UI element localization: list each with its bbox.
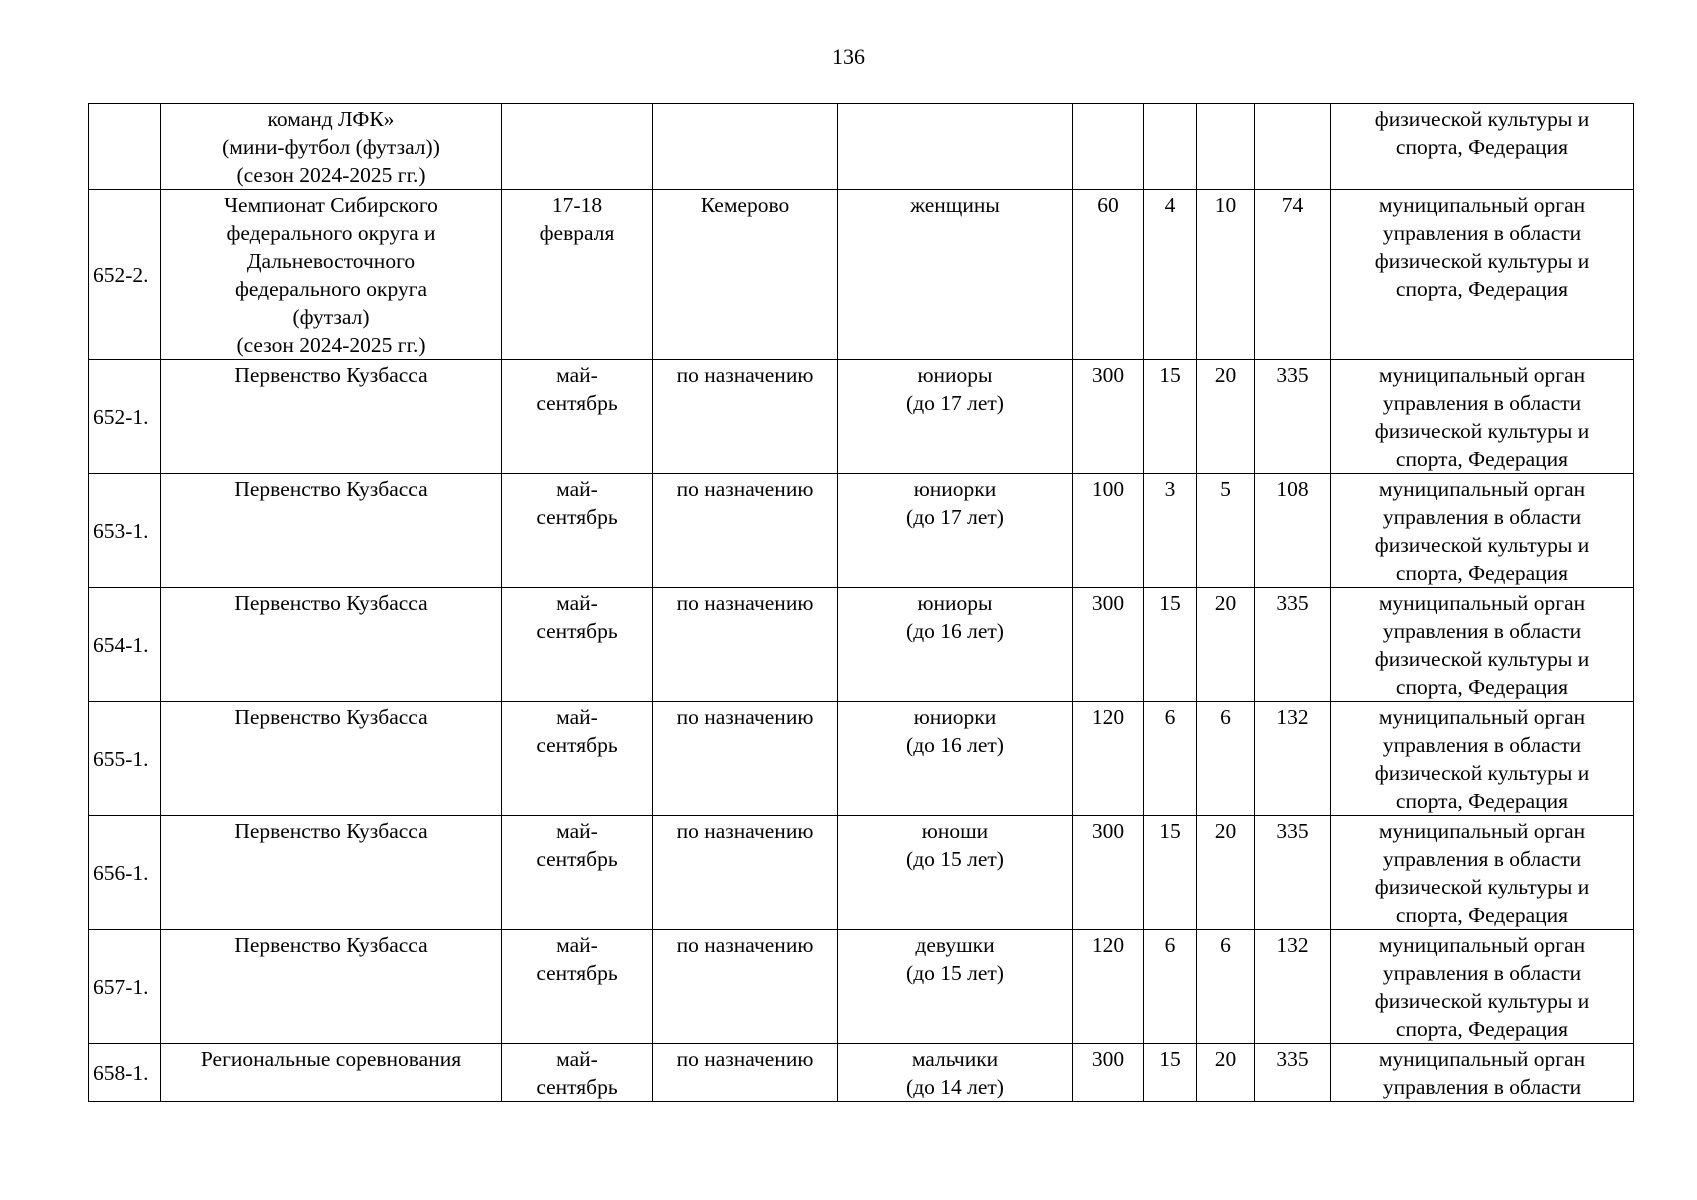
event-name-cell-text: Первенство Кузбасса	[234, 933, 428, 957]
judges-count-cell-text: 15	[1159, 1047, 1181, 1071]
row-number-cell	[89, 104, 161, 190]
event-dates-cell-text: май- сентябрь	[536, 705, 618, 757]
officials-count-cell-text: 20	[1214, 819, 1237, 843]
participants-count-cell	[1073, 930, 1144, 1044]
organizer-cell	[1331, 360, 1634, 474]
organizer-cell-text: муниципальный орган управления в области физической культуры и спорта, Федерация	[1374, 591, 1590, 699]
table-row	[89, 104, 1634, 190]
row-number-cell-text: 655-1.	[93, 747, 149, 771]
organizer-cell-text: физической культуры и спорта, Федерация	[1374, 107, 1590, 159]
page-number: 136	[832, 44, 865, 69]
officials-count-cell	[1197, 702, 1255, 816]
events-table	[88, 103, 1634, 1102]
row-number-cell	[89, 702, 161, 816]
participant-category-cell	[838, 588, 1073, 702]
event-dates-cell-text: 17-18 февраля	[539, 193, 615, 245]
row-number-cell	[89, 816, 161, 930]
event-name-cell-text: Региональные соревнования	[200, 1047, 462, 1071]
participants-count-cell-text: 300	[1091, 819, 1125, 843]
total-count-cell-text: 132	[1276, 705, 1309, 729]
event-place-cell-text: по назначению	[676, 363, 814, 387]
event-dates-cell	[502, 104, 653, 190]
judges-count-cell	[1144, 190, 1197, 360]
event-name-cell-text: Первенство Кузбасса	[234, 819, 428, 843]
participant-category-cell	[838, 360, 1073, 474]
officials-count-cell-text: 5	[1220, 477, 1231, 501]
judges-count-cell-text: 15	[1159, 363, 1181, 387]
event-name-cell	[161, 930, 502, 1044]
event-name-cell	[161, 360, 502, 474]
row-number-cell-text: 652-2.	[93, 263, 149, 287]
judges-count-cell-text: 15	[1159, 819, 1181, 843]
participant-category-cell-text: юноши (до 15 лет)	[906, 819, 1004, 871]
table-row	[89, 702, 1634, 816]
event-name-cell-text: Первенство Кузбасса	[234, 591, 428, 615]
row-number-cell	[89, 474, 161, 588]
participant-category-cell	[838, 104, 1073, 190]
judges-count-cell-text: 4	[1164, 193, 1176, 217]
organizer-cell	[1331, 930, 1634, 1044]
event-name-cell-text: Первенство Кузбасса	[234, 477, 428, 501]
judges-count-cell	[1144, 360, 1197, 474]
total-count-cell-text: 335	[1276, 1047, 1309, 1071]
event-dates-cell	[502, 930, 653, 1044]
participants-count-cell-text: 300	[1091, 591, 1125, 615]
row-number-cell	[89, 190, 161, 360]
organizer-cell-text: муниципальный орган управления в области физической культуры и спорта, Федерация	[1374, 819, 1590, 927]
event-dates-cell-text: май- сентябрь	[536, 1047, 618, 1099]
participants-count-cell-text: 120	[1091, 933, 1125, 957]
event-dates-cell-text: май- сентябрь	[536, 591, 618, 643]
event-dates-cell	[502, 1044, 653, 1102]
organizer-cell-text: муниципальный орган управления в области физической культуры и спорта, Федерация	[1374, 933, 1590, 1041]
event-place-cell-text: по назначению	[676, 819, 814, 843]
officials-count-cell	[1197, 190, 1255, 360]
participant-category-cell-text: юниорки (до 16 лет)	[906, 705, 1004, 757]
total-count-cell	[1255, 702, 1331, 816]
organizer-cell	[1331, 474, 1634, 588]
table-row	[89, 360, 1634, 474]
event-place-cell-text: по назначению	[676, 705, 814, 729]
organizer-cell-text: муниципальный орган управления в области	[1378, 1047, 1586, 1099]
event-name-cell	[161, 1044, 502, 1102]
event-name-cell	[161, 702, 502, 816]
officials-count-cell	[1197, 104, 1255, 190]
event-dates-cell-text: май- сентябрь	[536, 363, 618, 415]
total-count-cell	[1255, 588, 1331, 702]
event-place-cell-text: по назначению	[676, 1047, 814, 1071]
row-number-cell	[89, 930, 161, 1044]
organizer-cell	[1331, 702, 1634, 816]
participant-category-cell-text: женщины	[910, 193, 1000, 217]
organizer-cell	[1331, 190, 1634, 360]
judges-count-cell	[1144, 474, 1197, 588]
participant-category-cell	[838, 816, 1073, 930]
officials-count-cell-text: 20	[1214, 1047, 1237, 1071]
table-row	[89, 816, 1634, 930]
table-row	[89, 190, 1634, 360]
participant-category-cell	[838, 1044, 1073, 1102]
participants-count-cell	[1073, 588, 1144, 702]
officials-count-cell	[1197, 360, 1255, 474]
officials-count-cell-text: 20	[1214, 363, 1237, 387]
event-place-cell	[653, 104, 838, 190]
participant-category-cell	[838, 190, 1073, 360]
event-place-cell	[653, 588, 838, 702]
total-count-cell	[1255, 190, 1331, 360]
table-row	[89, 588, 1634, 702]
row-number-cell-text: 654-1.	[93, 633, 149, 657]
participants-count-cell	[1073, 474, 1144, 588]
officials-count-cell	[1197, 930, 1255, 1044]
organizer-cell	[1331, 816, 1634, 930]
participant-category-cell-text: юниорки (до 17 лет)	[906, 477, 1004, 529]
table-body	[89, 104, 1634, 1102]
event-dates-cell	[502, 190, 653, 360]
participants-count-cell	[1073, 360, 1144, 474]
event-name-cell-text: Первенство Кузбасса	[234, 705, 428, 729]
table-row	[89, 474, 1634, 588]
participants-count-cell	[1073, 816, 1144, 930]
organizer-cell	[1331, 588, 1634, 702]
total-count-cell-text: 335	[1276, 591, 1309, 615]
judges-count-cell-text: 6	[1164, 933, 1176, 957]
participant-category-cell	[838, 474, 1073, 588]
row-number-cell-text: 656-1.	[93, 861, 149, 885]
judges-count-cell	[1144, 702, 1197, 816]
participants-count-cell-text: 120	[1091, 705, 1125, 729]
event-place-cell	[653, 360, 838, 474]
total-count-cell	[1255, 816, 1331, 930]
event-name-cell	[161, 816, 502, 930]
row-number-cell-text: 657-1.	[93, 975, 149, 999]
participants-count-cell-text: 100	[1091, 477, 1125, 501]
total-count-cell	[1255, 930, 1331, 1044]
total-count-cell	[1255, 474, 1331, 588]
officials-count-cell-text: 6	[1220, 933, 1231, 957]
row-number-cell-text: 658-1.	[93, 1061, 149, 1085]
participant-category-cell-text: мальчики (до 14 лет)	[906, 1047, 1004, 1099]
participants-count-cell-text: 300	[1091, 1047, 1125, 1071]
organizer-cell-text: муниципальный орган управления в области физической культуры и спорта, Федерация	[1374, 193, 1590, 301]
organizer-cell-text: муниципальный орган управления в области физической культуры и спорта, Федерация	[1374, 477, 1590, 585]
participants-count-cell	[1073, 190, 1144, 360]
event-name-cell	[161, 190, 502, 360]
event-place-cell	[653, 190, 838, 360]
event-name-cell-text: Первенство Кузбасса	[234, 363, 428, 387]
judges-count-cell	[1144, 816, 1197, 930]
row-number-cell	[89, 360, 161, 474]
event-place-cell	[653, 702, 838, 816]
officials-count-cell-text: 10	[1214, 193, 1237, 217]
participant-category-cell-text: юниоры (до 16 лет)	[906, 591, 1004, 643]
judges-count-cell	[1144, 588, 1197, 702]
event-dates-cell	[502, 702, 653, 816]
event-name-cell-text: Чемпионат Сибирского федерального округа и Дальневосточного федерального округа (футзал) (сезон 2024-2025 гг.)	[224, 193, 438, 357]
judges-count-cell	[1144, 1044, 1197, 1102]
total-count-cell-text: 335	[1276, 819, 1309, 843]
participants-count-cell	[1073, 702, 1144, 816]
total-count-cell-text: 132	[1276, 933, 1309, 957]
organizer-cell	[1331, 1044, 1634, 1102]
organizer-cell-text: муниципальный орган управления в области физической культуры и спорта, Федерация	[1374, 363, 1590, 471]
officials-count-cell	[1197, 588, 1255, 702]
organizer-cell	[1331, 104, 1634, 190]
participants-count-cell	[1073, 1044, 1144, 1102]
event-dates-cell	[502, 474, 653, 588]
event-name-cell	[161, 588, 502, 702]
judges-count-cell-text: 3	[1164, 477, 1176, 501]
event-place-cell	[653, 930, 838, 1044]
total-count-cell	[1255, 360, 1331, 474]
event-name-cell	[161, 104, 502, 190]
total-count-cell-text: 74	[1281, 193, 1304, 217]
event-dates-cell	[502, 588, 653, 702]
event-dates-cell-text: май- сентябрь	[536, 933, 618, 985]
total-count-cell	[1255, 1044, 1331, 1102]
judges-count-cell	[1144, 930, 1197, 1044]
event-dates-cell	[502, 816, 653, 930]
event-dates-cell-text: май- сентябрь	[536, 819, 618, 871]
officials-count-cell	[1197, 1044, 1255, 1102]
total-count-cell-text: 108	[1276, 477, 1309, 501]
participant-category-cell	[838, 930, 1073, 1044]
event-name-cell	[161, 474, 502, 588]
event-place-cell-text: по назначению	[676, 477, 814, 501]
event-place-cell	[653, 474, 838, 588]
judges-count-cell-text: 15	[1159, 591, 1181, 615]
judges-count-cell	[1144, 104, 1197, 190]
event-place-cell-text: по назначению	[676, 591, 814, 615]
participant-category-cell-text: девушки (до 15 лет)	[906, 933, 1004, 985]
row-number-cell-text: 652-1.	[93, 405, 149, 429]
table-row	[89, 1044, 1634, 1102]
participants-count-cell-text: 60	[1097, 193, 1119, 217]
row-number-cell-text: 653-1.	[93, 519, 149, 543]
officials-count-cell-text: 20	[1214, 591, 1237, 615]
row-number-cell	[89, 1044, 161, 1102]
event-dates-cell-text: май- сентябрь	[536, 477, 618, 529]
event-place-cell	[653, 1044, 838, 1102]
organizer-cell-text: муниципальный орган управления в области физической культуры и спорта, Федерация	[1374, 705, 1590, 813]
participant-category-cell	[838, 702, 1073, 816]
judges-count-cell-text: 6	[1164, 705, 1176, 729]
event-place-cell-text: по назначению	[676, 933, 814, 957]
officials-count-cell-text: 6	[1220, 705, 1231, 729]
event-name-cell-text: команд ЛФК» (мини-футбол (футзал)) (сезон 2024-2025 гг.)	[222, 107, 440, 187]
event-place-cell	[653, 816, 838, 930]
participants-count-cell-text: 300	[1091, 363, 1125, 387]
officials-count-cell	[1197, 474, 1255, 588]
event-dates-cell	[502, 360, 653, 474]
officials-count-cell	[1197, 816, 1255, 930]
row-number-cell	[89, 588, 161, 702]
participant-category-cell-text: юниоры (до 17 лет)	[906, 363, 1004, 415]
table-row	[89, 930, 1634, 1044]
total-count-cell	[1255, 104, 1331, 190]
participants-count-cell	[1073, 104, 1144, 190]
event-place-cell-text: Кемерово	[700, 193, 790, 217]
total-count-cell-text: 335	[1276, 363, 1309, 387]
